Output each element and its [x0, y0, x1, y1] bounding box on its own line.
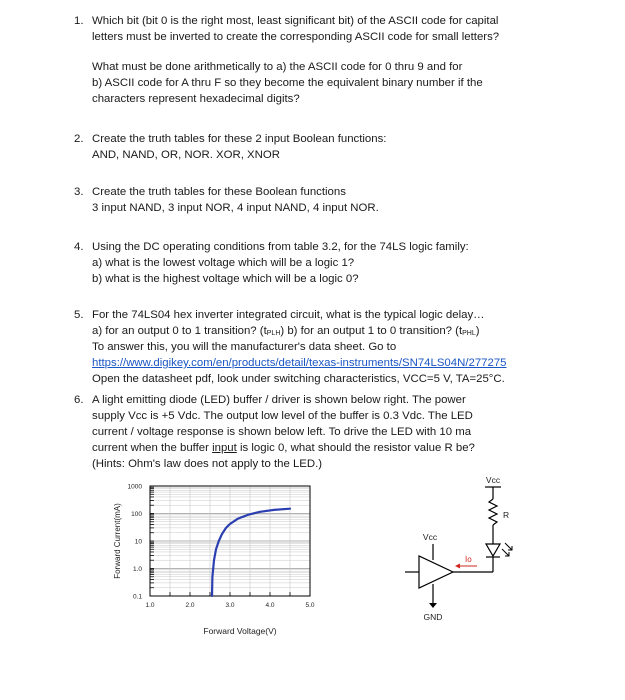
datasheet-link[interactable]: https://www.digikey.com/en/products/detail/texas-instruments/SN74LS04N/277275: [92, 357, 507, 369]
question-text: letters must be inverted to create the corresponding ASCII code for small letters?: [92, 31, 500, 43]
question-text: Create the truth tables for these 2 input Boolean functions:: [92, 133, 387, 145]
led-iv-chart: [100, 474, 340, 644]
question-number: 1.: [74, 15, 84, 27]
resistor-symbol: [489, 499, 497, 525]
gnd-label: GND: [423, 612, 443, 622]
led-diode-symbol: [486, 544, 500, 556]
question-text: Which bit (bit 0 is the right most, least significant bit) of the ASCII code for capital: [92, 15, 499, 27]
question-text: (Hints: Ohm's law does not apply to the LED.): [92, 458, 323, 470]
current-arrow: [455, 564, 460, 569]
question-text: Open the datasheet pdf, look under switching characteristics, VCC=5 V, TA=25°C.: [92, 373, 505, 385]
led-driver-circuit: [395, 472, 535, 632]
y-tick-label: 10: [134, 538, 142, 546]
ground-arrow: [429, 603, 437, 608]
question-text: b) what is the highest voltage which will be a logic 0?: [92, 273, 359, 285]
question-text: supply Vcc is +5 Vdc. The output low level of the buffer is 0.3 Vdc. The LED: [92, 410, 473, 422]
vcc-buffer-label: Vcc: [422, 532, 438, 542]
question-text: b) ASCII code for A thru F so they become the equivalent binary number if the: [92, 77, 483, 89]
question-text: Create the truth tables for these Boolean functions: [92, 186, 346, 198]
x-tick-label: 5.0: [305, 602, 315, 609]
x-tick-label: 1.0: [145, 602, 155, 609]
y-tick-label: 100: [131, 511, 142, 518]
question-number: 6.: [74, 394, 84, 406]
x-tick-label: 2.0: [185, 602, 195, 609]
question-number: 2.: [74, 133, 84, 145]
question-text: a) what is the lowest voltage which will be a logic 1?: [92, 257, 355, 269]
y-tick-label: 1000: [127, 483, 142, 491]
y-axis-label: Forward Current(mA): [113, 503, 122, 579]
buffer-symbol: [419, 556, 453, 588]
question-text: current when the buffer input is logic 0, what should the resistor value R be?: [92, 442, 475, 454]
x-axis-label: Forward Voltage(V): [203, 626, 277, 636]
resistor-label: R: [503, 510, 510, 520]
question-text: current / voltage response is shown below left. To drive the LED with 10 ma: [92, 426, 472, 438]
question-text: For the 74LS04 hex inverter integrated circuit, what is the typical logic delay…: [92, 309, 485, 321]
question-text: a) for an output 0 to 1 transition? (tPLH) b) for an output 1 to 0 transition? (tPHL): [92, 325, 480, 337]
x-tick-label: 3.0: [225, 602, 235, 609]
y-tick-label: 1.0: [132, 566, 142, 573]
underlined-word: input: [212, 442, 237, 454]
question-text: A light emitting diode (LED) buffer / driver is shown below right. The power: [92, 394, 466, 406]
led-emission-arrow: [502, 549, 509, 556]
question-text: 3 input NAND, 3 input NOR, 4 input NAND, 4 input NOR.: [92, 202, 379, 214]
y-tick-label: 0.1: [132, 593, 142, 601]
question-number: 3.: [74, 186, 84, 198]
vcc-top-label: Vcc: [485, 475, 501, 485]
question-text: characters represent hexadecimal digits?: [92, 93, 300, 105]
question-text: Using the DC operating conditions from table 3.2, for the 74LS logic family:: [92, 241, 469, 253]
x-tick-label: 4.0: [265, 602, 275, 609]
current-label: Io: [465, 555, 472, 564]
question-text: AND, NAND, OR, NOR. XOR, XNOR: [92, 149, 280, 161]
question-text: To answer this, you will the manufacturer's data sheet. Go to: [92, 341, 397, 353]
question-number: 5.: [74, 309, 84, 321]
led-emission-arrow: [505, 543, 512, 550]
question-text: What must be done arithmetically to a) the ASCII code for 0 thru 9 and for: [92, 61, 463, 73]
question-number: 4.: [74, 241, 84, 253]
